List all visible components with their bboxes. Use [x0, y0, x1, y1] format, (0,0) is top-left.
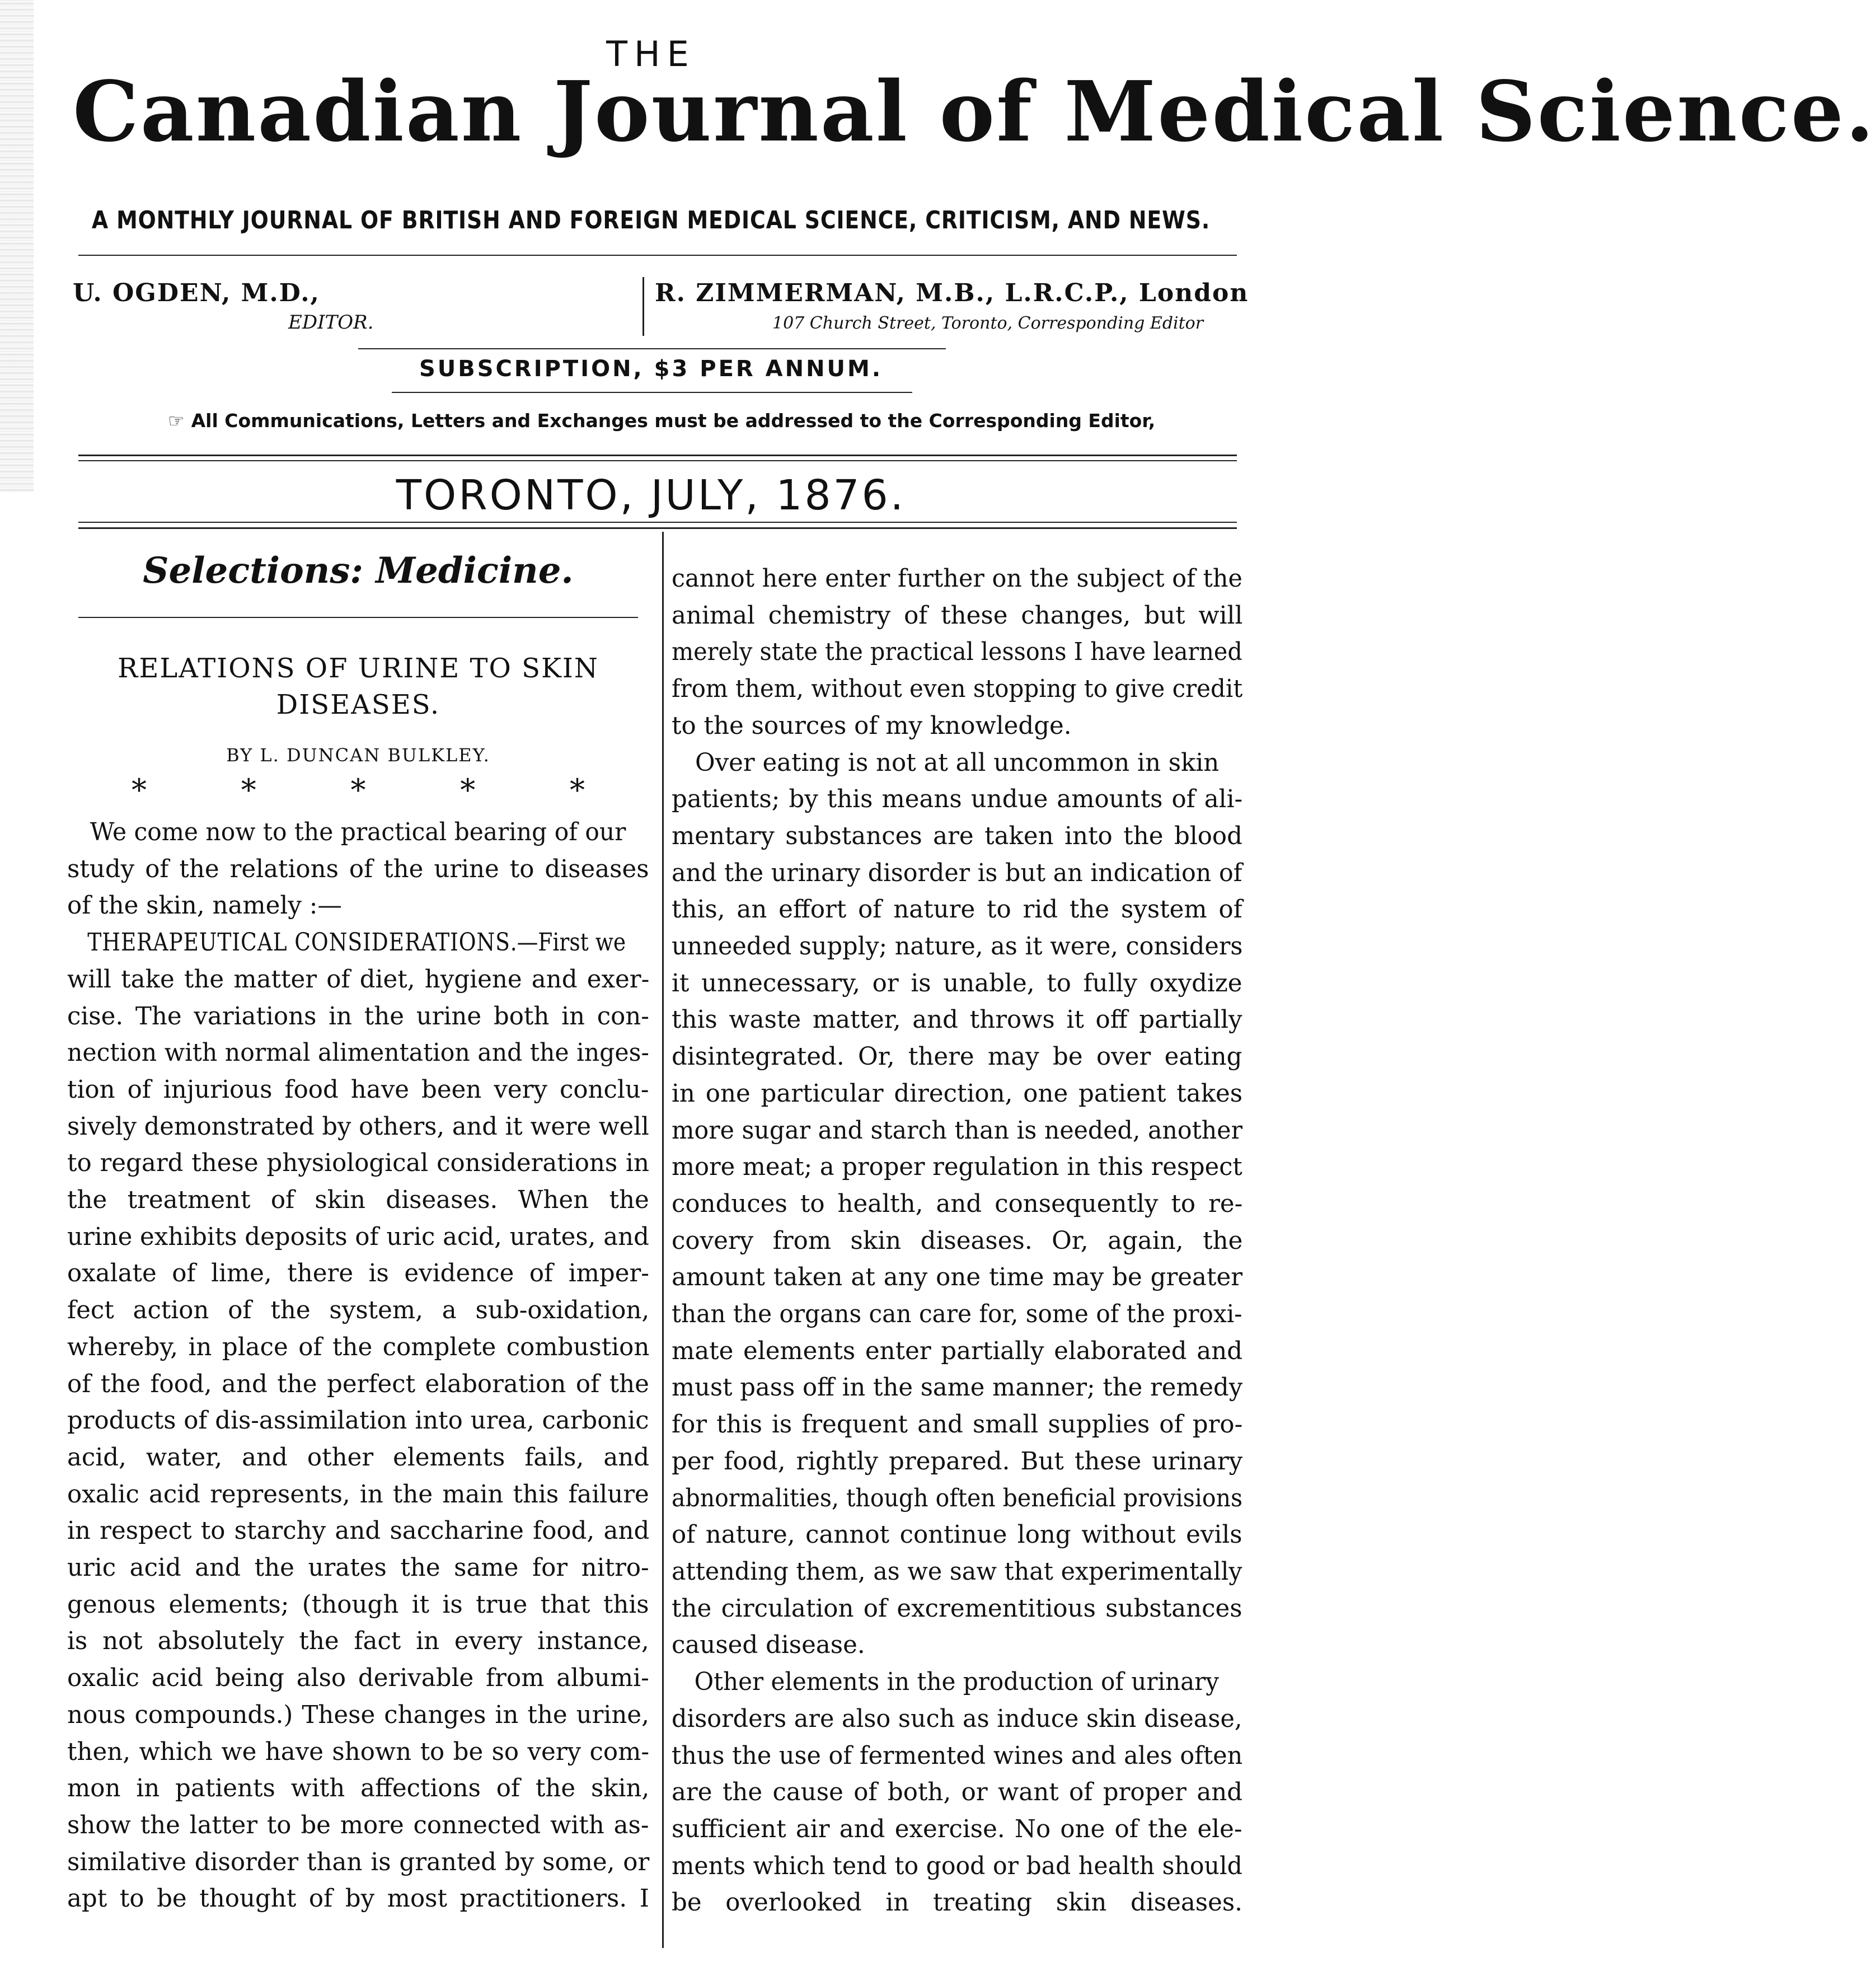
text-line: more sugar and starch than is needed, another [672, 1116, 1243, 1145]
text-line: oxalic acid being also derivable from albumi- [67, 1664, 649, 1693]
text-line: will take the matter of diet, hygiene and exer- [67, 965, 650, 994]
text-line: show the latter to be more connected with as- [67, 1811, 649, 1839]
text-line: the treatment of skin diseases. When the [67, 1186, 649, 1215]
text-line: disorders are also such as induce skin disease, [672, 1705, 1242, 1733]
column-divider [662, 532, 664, 1948]
text-line: disintegrated. Or, there may be over eating [672, 1043, 1242, 1071]
text-line: Over eating is not at all uncommon in skin [695, 748, 1220, 777]
run-in-heading: THERAPEUTICAL CONSIDERATIONS [87, 929, 510, 957]
text-line: genous elements; (though it is true that this [67, 1590, 649, 1619]
editor-name: U. OGDEN, M.D., [73, 279, 320, 307]
text-line: ments which tend to good or bad health should [672, 1852, 1242, 1880]
asterisk: * [350, 772, 366, 808]
text-line: more meat; a proper regulation in this respect [672, 1153, 1242, 1182]
text-line: uric acid and the urates the same for nitro- [67, 1554, 649, 1582]
text-line: is not absolutely the fact in every instance, [67, 1627, 649, 1656]
text-line: and the urinary disorder is but an indication of [672, 859, 1242, 887]
text-line: urine exhibits deposits of uric acid, urates, and [67, 1223, 649, 1251]
text-line: sufficient air and exercise. No one of the ele- [672, 1815, 1242, 1843]
asterisk: * [460, 772, 476, 808]
article-title: RELATIONS OF URINE TO SKIN DISEASES. [118, 653, 599, 720]
text-line: apt to be thought of by most practitioners. I [67, 1885, 649, 1913]
text-line: Other elements in the production of urinary [694, 1668, 1220, 1697]
text-line: animal chemistry of these changes, but will [672, 601, 1243, 630]
text-line: unneeded supply; nature, as it were, considers [672, 933, 1243, 961]
text-line: thus the use of fermented wines and ales often [672, 1741, 1243, 1770]
journal-title: Canadian Journal of Medical Science. [73, 63, 1876, 160]
text-line: amount taken at any one time may be greater [672, 1263, 1242, 1292]
section-heading: Selections: Medicine. [143, 550, 574, 592]
text-line: to regard these physiological considerations in [67, 1149, 649, 1178]
asterisk: * [241, 772, 256, 808]
run-in-text: .—First we [510, 929, 626, 957]
left-column-text [67, 814, 649, 1918]
subscription-rule-top [358, 348, 946, 349]
text-line: this, an effort of nature to rid the system of [672, 896, 1242, 924]
text-line: of the food, and the perfect elaboration of the [67, 1370, 649, 1398]
dateline-rule-bottom-1 [78, 522, 1237, 523]
text-line: abnormalities, though often beneficial provisions [672, 1484, 1243, 1513]
text-line: cise. The variations in the urine both in con- [67, 1002, 650, 1031]
text-line [67, 925, 626, 962]
dateline: TORONTO, JULY, 1876. [396, 471, 906, 519]
text-line: similative disorder than is granted by some, or [67, 1848, 650, 1876]
text-line: for this is frequent and small supplies of pro- [672, 1411, 1243, 1439]
corresponding-editor-address: 107 Church Street, Toronto, Corresponding Editor [772, 313, 1204, 333]
text-line: of the skin, namely :— [67, 892, 342, 920]
text-line: it unnecessary, or is unable, to fully oxydize [672, 969, 1242, 998]
text-line: whereby, in place of the complete combustion [67, 1333, 650, 1361]
text-line: We come now to the practical bearing of our [90, 818, 626, 846]
text-line: mon in patients with affections of the skin, [67, 1774, 650, 1803]
text-line: products of dis-assimilation into urea, carbonic [67, 1407, 649, 1435]
text-line: the circulation of excrementitious substances [672, 1594, 1242, 1623]
pointing-hand-icon: ☞ [168, 410, 185, 432]
text-line: are the cause of both, or want of proper and [672, 1778, 1243, 1807]
masthead-the: THE [606, 34, 696, 74]
text-line: conduces to health, and consequently to re- [672, 1190, 1243, 1218]
text-line: patients; by this means undue amounts of ali- [672, 785, 1243, 814]
right-column-text [672, 561, 1242, 1922]
text-line: tion of injurious food have been very conclu- [67, 1075, 649, 1104]
text-line: nection with normal alimentation and the inges- [67, 1039, 649, 1067]
text-line: cannot here enter further on the subject of the [672, 565, 1242, 593]
text-line: nous compounds.) These changes in the urine, [67, 1701, 649, 1729]
dateline-rule-bottom-2 [78, 527, 1237, 529]
text-line: covery from skin diseases. Or, again, the [672, 1226, 1243, 1255]
text-line: must pass off in the same manner; the remedy [672, 1374, 1243, 1402]
text-line: mentary substances are taken into the blood [672, 822, 1242, 850]
text-line: mate elements enter partially elaborated and [672, 1337, 1243, 1365]
text-line: attending them, as we saw that experimentally [672, 1557, 1242, 1586]
text-line: from them, without even stopping to give credit [672, 675, 1243, 704]
text-line: of nature, cannot continue long without evils [672, 1521, 1242, 1549]
subscription-line: SUBSCRIPTION, $3 PER ANNUM. [419, 356, 883, 382]
text-line: oxalate of lime, there is evidence of imper- [67, 1259, 649, 1288]
subscription-rule-bottom [392, 392, 912, 393]
text-line: caused disease. [672, 1631, 865, 1660]
text-line: this waste matter, and throws it off partially [672, 1006, 1242, 1034]
text-line: per food, rightly prepared. But these urinary [672, 1447, 1243, 1476]
text-line: sively demonstrated by others, and it were well [67, 1112, 649, 1141]
article-byline: BY L. DUNCAN BULKLEY. [226, 744, 490, 766]
asterisk: * [132, 772, 147, 808]
corresponding-editor-name: R. ZIMMERMAN, M.B., L.R.C.P., London [655, 279, 1249, 307]
text-line: oxalic acid represents, in the main this failure [67, 1480, 649, 1509]
text-line: merely state the practical lessons I have learned [672, 638, 1242, 667]
section-heading-rule [78, 617, 638, 618]
communications-notice [168, 410, 1155, 432]
dateline-rule-top-2 [78, 460, 1237, 461]
editor-role: EDITOR. [288, 311, 374, 334]
journal-subtitle: A MONTHLY JOURNAL OF BRITISH AND FOREIGN MEDICAL SCIENCE, CRITICISM, AND NEWS. [91, 206, 1211, 235]
dateline-rule-top-1 [78, 455, 1237, 456]
text-line: to the sources of my knowledge. [672, 711, 1072, 740]
notice-text: All Communications, Letters and Exchanges must be addressed to the Corresponding Editor, [191, 410, 1156, 432]
editor-divider [642, 277, 644, 336]
section-break-asterisks [132, 772, 585, 808]
text-line: then, which we have shown to be so very com- [67, 1738, 650, 1766]
asterisk: * [570, 772, 585, 808]
text-line: fect action of the system, a sub-oxidation, [67, 1296, 650, 1325]
text-line: in respect to starchy and saccharine food, and [67, 1517, 650, 1546]
text-line: than the organs can care for, some of the proxi- [672, 1300, 1242, 1329]
text-line: be overlooked in treating skin diseases. [672, 1889, 1242, 1917]
text-line: acid, water, and other elements fails, and [67, 1443, 650, 1472]
masthead-rule [78, 255, 1237, 256]
text-line: in one particular direction, one patient takes [672, 1079, 1243, 1108]
text-line: study of the relations of the urine to diseases [67, 855, 649, 883]
